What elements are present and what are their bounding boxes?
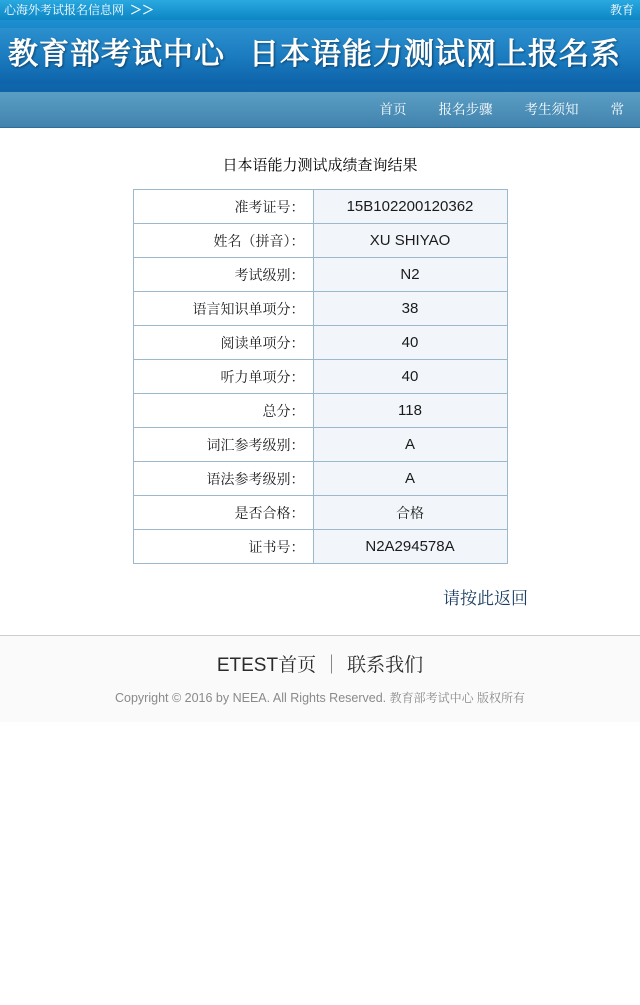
- score-result-table: [133, 189, 508, 564]
- table-row: [133, 258, 507, 292]
- footer-copyright: [0, 689, 640, 722]
- row-label: 是否合格：: [133, 496, 313, 530]
- row-value: 118: [313, 394, 507, 428]
- row-label: 语言知识单项分：: [133, 292, 313, 326]
- page-footer: [0, 635, 640, 722]
- row-label: 词汇参考级别：: [133, 428, 313, 462]
- top-bar-right-text: 教育: [609, 3, 634, 17]
- row-value: 38: [313, 292, 507, 326]
- row-value: 15B102200120362: [313, 190, 507, 224]
- banner-org-name: 教育部考试中心: [8, 38, 225, 71]
- row-label: 阅读单项分：: [133, 326, 313, 360]
- row-value: 40: [313, 326, 507, 360]
- top-info-bar: [0, 0, 640, 20]
- footer-link-contact-us[interactable]: 联系我们: [347, 655, 424, 676]
- nav-item-faq[interactable]: 常: [610, 101, 624, 117]
- row-value: A: [313, 428, 507, 462]
- banner-title: [8, 32, 621, 78]
- table-row: [133, 428, 507, 462]
- row-value: 合格: [313, 496, 507, 530]
- nav-item-home[interactable]: 首页: [379, 101, 407, 117]
- nav-item-steps[interactable]: 报名步骤: [438, 101, 493, 117]
- double-arrow-icon: ＞＞: [130, 3, 155, 17]
- table-row: [133, 360, 507, 394]
- row-label: 听力单项分：: [133, 360, 313, 394]
- row-label: 姓名（拼音）：: [133, 224, 313, 258]
- main-content: [0, 128, 640, 609]
- main-navigation: [0, 92, 640, 128]
- table-row: [133, 326, 507, 360]
- table-row: [133, 496, 507, 530]
- row-value: 40: [313, 360, 507, 394]
- table-row: [133, 530, 507, 564]
- row-label: 总分：: [133, 394, 313, 428]
- row-label: 证书号：: [133, 530, 313, 564]
- copyright-text: Copyright © 2016 by NEEA. All Rights Reserved.: [115, 691, 387, 705]
- row-value: XU SHIYAO: [313, 224, 507, 258]
- top-bar-left-text: 心海外考试报名信息网 ＞＞: [4, 3, 155, 17]
- row-label: 准考证号：: [133, 190, 313, 224]
- row-value: N2: [313, 258, 507, 292]
- table-row: [133, 224, 507, 258]
- page-blank-area: [0, 722, 640, 982]
- footer-link-etest-home[interactable]: ETEST首页: [216, 655, 317, 676]
- copyright-text-cn: 教育部考试中心 版权所有: [389, 691, 525, 705]
- nav-item-notice[interactable]: 考生须知: [524, 101, 579, 117]
- back-button[interactable]: 请按此返回: [443, 589, 528, 608]
- footer-divider: ｜: [322, 655, 342, 676]
- row-label: 考试级别：: [133, 258, 313, 292]
- table-row: [133, 462, 507, 496]
- row-value: N2A294578A: [313, 530, 507, 564]
- footer-links: [0, 650, 640, 677]
- back-link-container: [0, 584, 528, 609]
- table-row: [133, 292, 507, 326]
- page-title: 日本语能力测试成绩查询结果: [222, 157, 418, 174]
- row-label: 语法参考级别：: [133, 462, 313, 496]
- site-banner: [0, 20, 640, 92]
- row-value: A: [313, 462, 507, 496]
- table-row: [133, 190, 507, 224]
- banner-system-name: 日本语能力测试网上报名系: [249, 38, 621, 71]
- table-row: [133, 394, 507, 428]
